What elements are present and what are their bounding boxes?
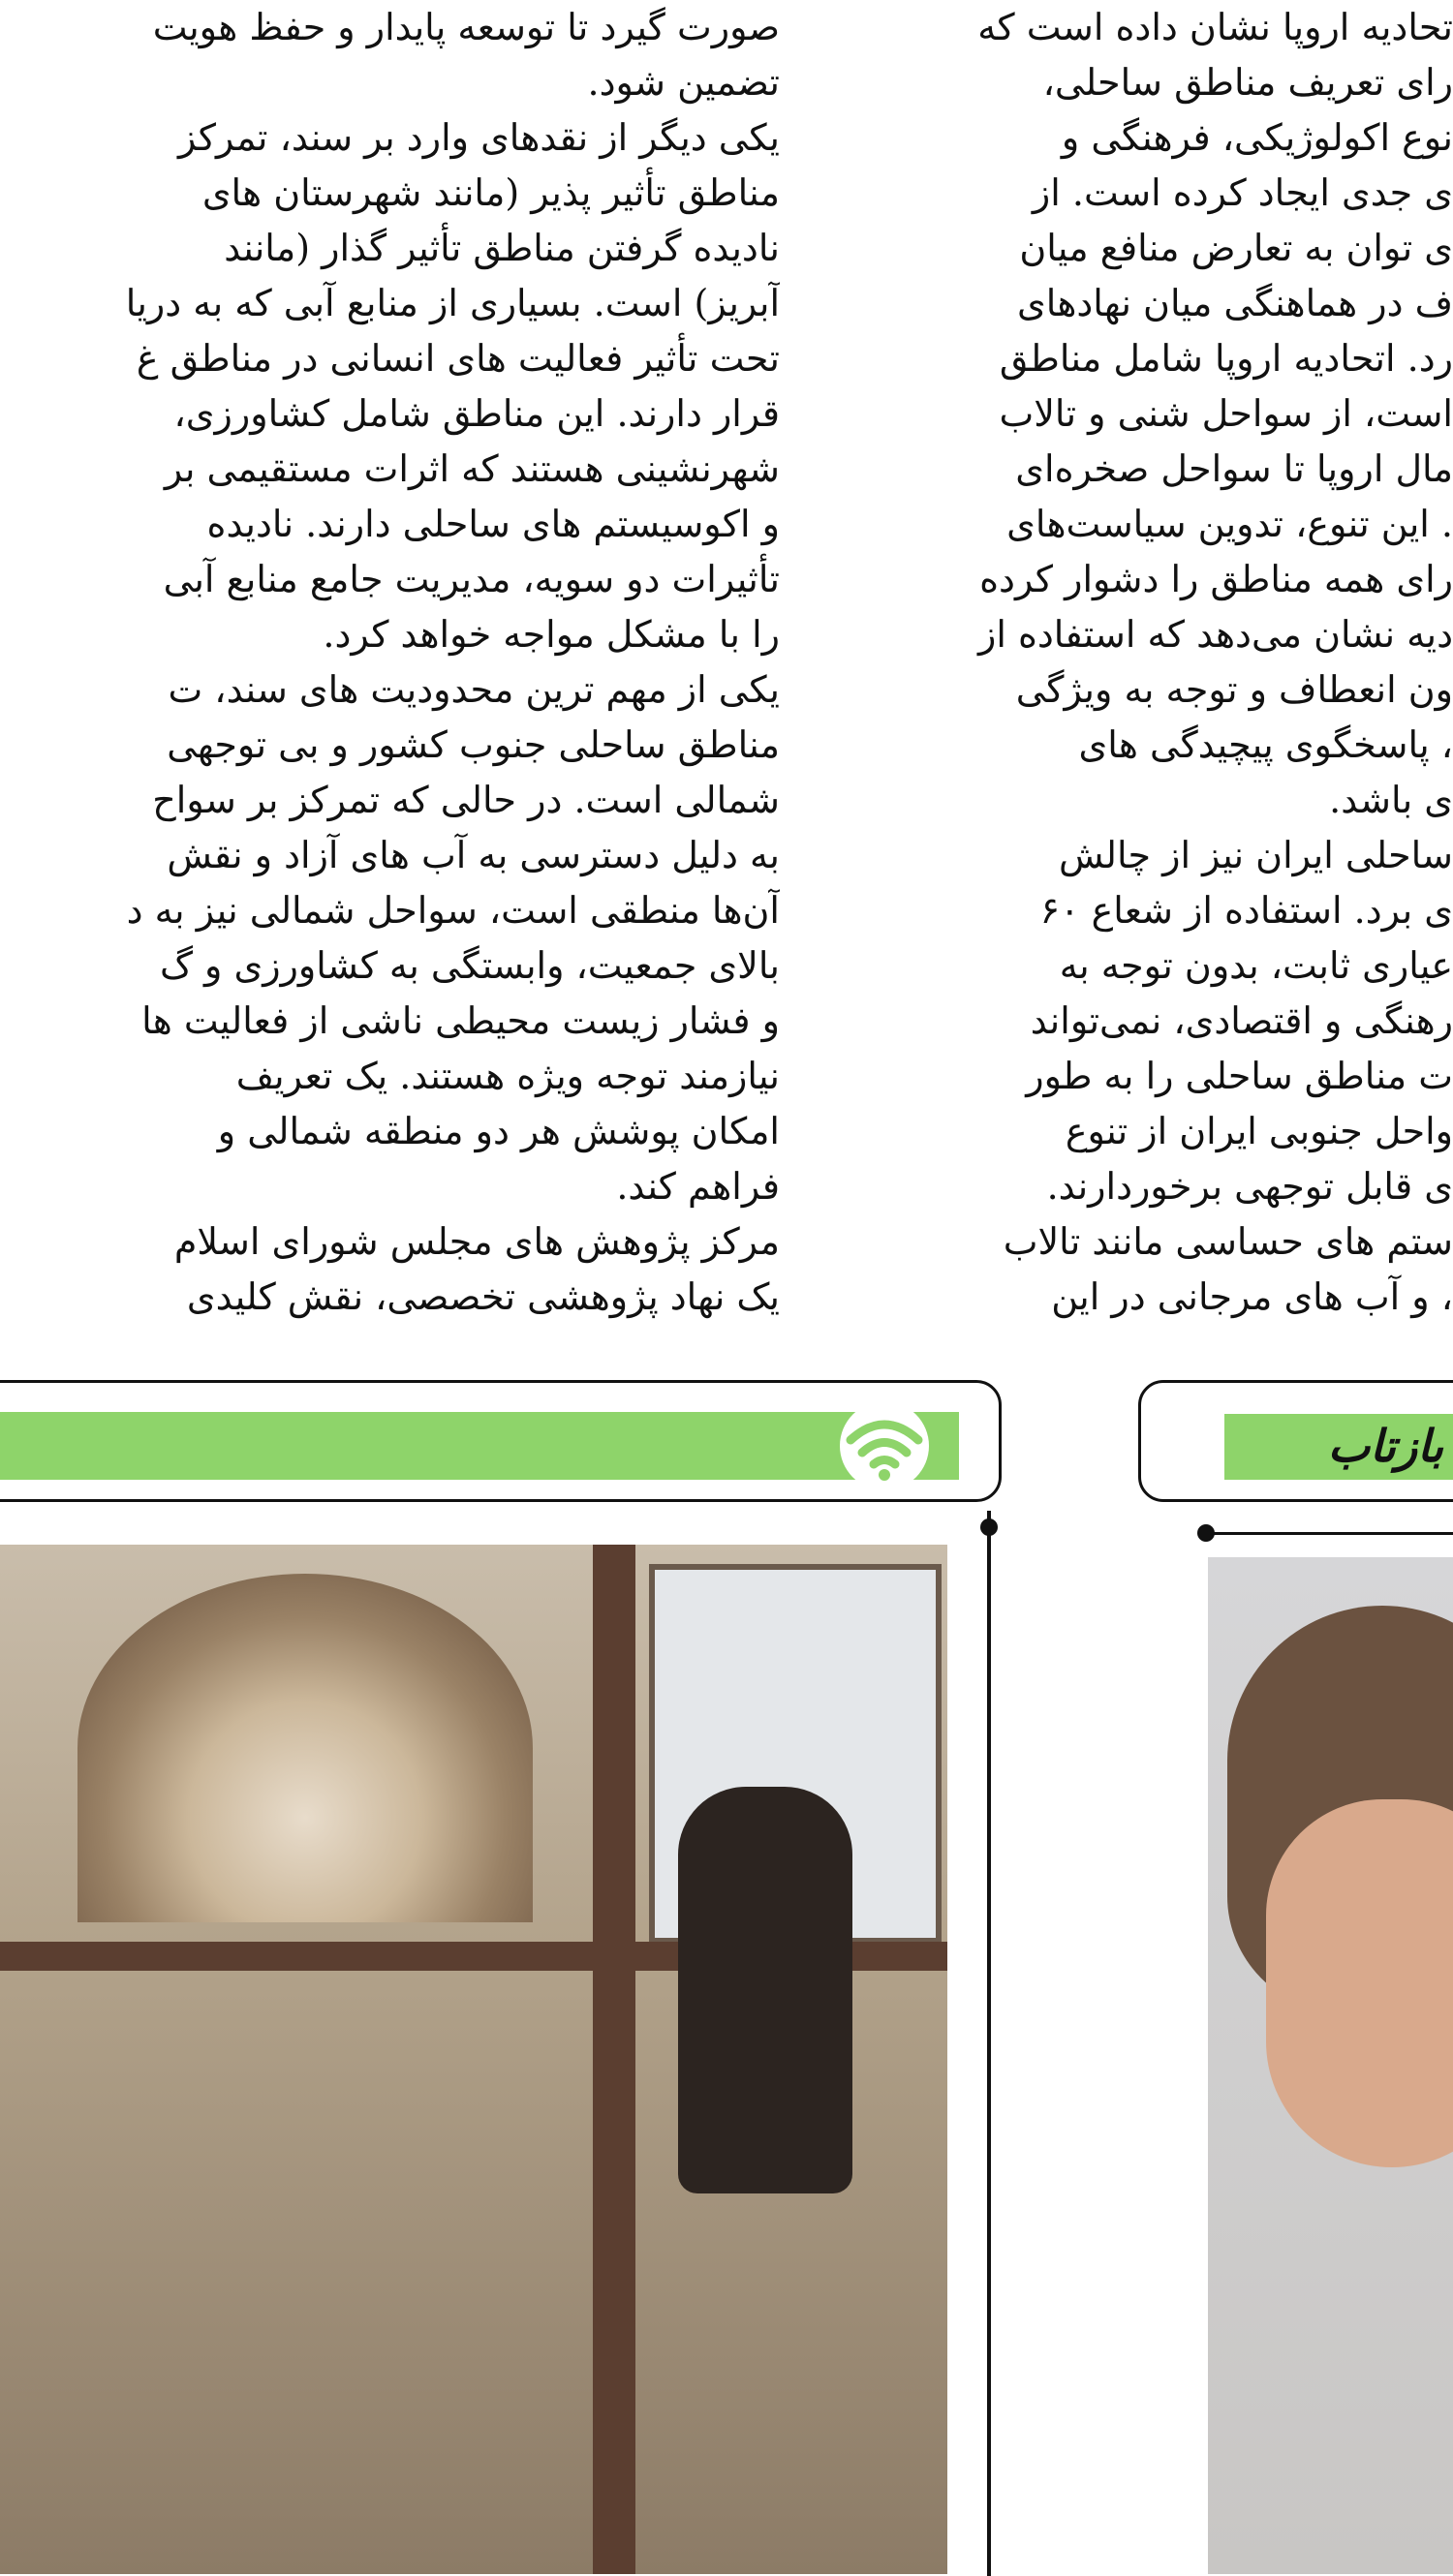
text-line: رهنگی و اقتصادی، نمی‌تواند (1030, 999, 1453, 1042)
photo-detail (77, 1574, 533, 1922)
text-line: صورت گیرد تا توسعه پایدار و حفظ هویت (152, 6, 780, 48)
text-line: یکی از مهم ترین محدودیت های سند، ت (168, 668, 780, 711)
text-line: ستم های حساسی مانند تالاب (1003, 1220, 1453, 1263)
section-title: بازتاب (1327, 1420, 1443, 1472)
text-line: ت مناطق ساحلی را به طور (1026, 1055, 1453, 1097)
text-line: تضمین شود. (587, 61, 780, 104)
text-line: تأثیرات دو سویه، مدیریت جامع منابع آبی (163, 558, 780, 600)
text-line: بالای جمعیت، وابستگی به کشاورزی و گ (159, 944, 780, 987)
text-line: آن‌ها منطقی است، سواحل شمالی نیز به د (126, 889, 780, 932)
text-line: نیازمند توجه ویژه هستند. یک تعریف (235, 1055, 780, 1097)
photo-detail (678, 1787, 852, 2193)
text-line: و اکوسیستم های ساحلی دارند. نادیده (206, 503, 780, 545)
text-line: دیه نشان می‌دهد که استفاده از (977, 613, 1453, 656)
news-photo-left (0, 1545, 947, 2574)
text-line: ی جدی ایجاد کرده است. از (1032, 171, 1453, 214)
text-line: عیاری ثابت، بدون توجه به (1059, 944, 1453, 987)
text-line: و فشار زیست محیطی ناشی از فعالیت ها (141, 999, 780, 1042)
news-photo-right (1208, 1557, 1453, 2574)
text-line: تحادیه اروپا نشان داده است که (977, 6, 1453, 48)
text-line: شمالی است. در حالی که تمرکز بر سواح (152, 779, 780, 821)
text-line: مناطق تأثیر پذیر (مانند شهرستان های (201, 171, 780, 214)
photo-detail (1266, 1799, 1453, 2167)
text-line: آبریز) است. بسیاری از منابع آبی که به دریا (125, 282, 780, 324)
text-line: تحت تأثیر فعالیت های انسانی در مناطق غ (136, 337, 780, 380)
text-line: رای همه مناطق را دشوار کرده (979, 558, 1453, 600)
horizontal-rule (1201, 1532, 1453, 1535)
text-line: نوع اکولوژیکی، فرهنگی و (1061, 116, 1453, 159)
text-line: فراهم کند. (616, 1165, 780, 1208)
text-line: به دلیل دسترسی به آب های آزاد و نقش (167, 834, 780, 876)
text-line: ، و آب های مرجانی در این (1051, 1275, 1453, 1318)
rule-dot (980, 1518, 998, 1536)
text-line: رد. اتحادیه اروپا شامل مناطق (999, 337, 1453, 380)
text-line: ی باشد. (1329, 779, 1453, 821)
text-line: ی برد. استفاده از شعاع ۶۰ (1039, 889, 1453, 932)
text-line: شهرنشینی هستند که اثرات مستقیمی بر (164, 447, 780, 490)
article-column-right (833, 0, 1453, 1327)
text-line: ساحلی ایران نیز از چالش (1058, 834, 1453, 876)
text-line: ون انعطاف و توجه به ویژگی (1015, 668, 1453, 711)
feature-header-bar-left (0, 1412, 959, 1480)
text-line: قرار دارند. این مناطق شامل کشاورزی، (173, 392, 780, 435)
text-line: ، پاسخگوی پیچیدگی های (1078, 723, 1453, 766)
text-line: . این تنوع، تدوین سیاست‌های (1006, 503, 1453, 545)
vertical-rule (987, 1511, 991, 2576)
text-line: امکان پوشش هر دو منطقه شمالی و (217, 1110, 780, 1152)
text-line: ی توان به تعارض منافع میان (1019, 227, 1453, 269)
text-line: مرکز پژوهش های مجلس شورای اسلام (173, 1220, 780, 1263)
article-column-left (0, 0, 780, 1327)
text-line: ی قابل توجهی برخوردارند. (1046, 1165, 1453, 1208)
rule-dot (1197, 1524, 1215, 1542)
section-header-tab (1211, 1414, 1224, 1480)
photo-detail (593, 1545, 635, 2574)
text-line: است، از سواحل شنی و تالاب (999, 392, 1453, 435)
text-line: مناطق ساحلی جنوب کشور و بی توجهی (167, 723, 780, 766)
text-line: مال اروپا تا سواحل صخره‌ای (1015, 447, 1453, 490)
text-line: ف در هماهنگی میان نهادهای (1017, 282, 1453, 324)
text-line: یکی دیگر از نقدهای وارد بر سند، تمرکز (177, 116, 780, 159)
wifi-icon (831, 1401, 938, 1490)
text-line: را با مشکل مواجه خواهد کرد. (323, 613, 780, 656)
text-line: رای تعریف مناطق ساحلی، (1042, 61, 1453, 104)
text-line: یک نهاد پژوهشی تخصصی، نقش کلیدی (186, 1275, 780, 1318)
text-line: نادیده گرفتن مناطق تأثیر گذار (مانند (224, 227, 780, 269)
text-line: واحل جنوبی ایران از تنوع (1065, 1110, 1453, 1152)
